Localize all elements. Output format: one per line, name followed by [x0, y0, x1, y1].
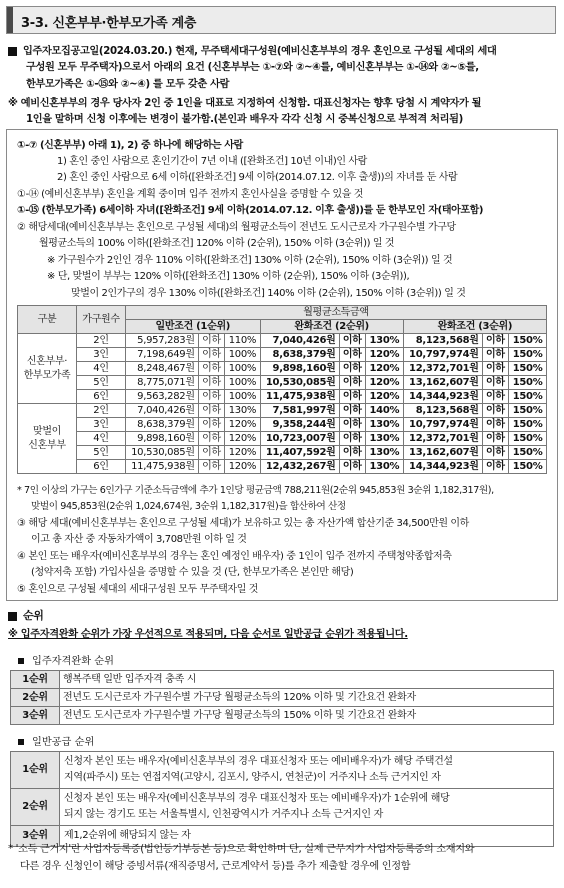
table-cell: 이하 [339, 390, 365, 404]
table-cell: 120% [365, 376, 403, 390]
table-cell: 14,344,923원 [403, 460, 482, 474]
table-cell: 8,638,379원 [260, 348, 339, 362]
table-cell: 13,162,607원 [403, 446, 482, 460]
rank-key: 1순위 [11, 752, 60, 789]
rank-key: 3순위 [11, 707, 60, 725]
table-cell: 130% [365, 460, 403, 474]
rank-desc: 제1,2순위에 해당되지 않는 자 [60, 826, 554, 847]
rank-key: 2순위 [11, 689, 60, 707]
rank-desc: 행복주택 일반 입주자격 충족 시 [60, 671, 554, 689]
table-cell: 150% [509, 376, 547, 390]
table-cell: 이하 [198, 362, 224, 376]
income-table [17, 305, 547, 474]
table-cell: 5인 [77, 376, 126, 390]
table-cell: 14,344,923원 [403, 390, 482, 404]
rank-sub2: 일반공급 순위 [18, 733, 94, 748]
col-cond1-header: 일반조건 (1순위) [126, 320, 261, 334]
table-cell: 8,638,379원 [126, 418, 199, 432]
table-cell: 7,040,426원 [260, 334, 339, 348]
table-cell: 7,581,997원 [260, 404, 339, 418]
eligibility-rank-table [10, 670, 554, 725]
table-row [11, 671, 554, 689]
rank-heading: 순위 [8, 607, 44, 623]
req-newlywed: ①-⑦ (신혼부부) 아래 1), 2) 중 하나에 해당하는 사람 [17, 140, 243, 151]
table-cell: 150% [509, 418, 547, 432]
table-cell: 120% [365, 348, 403, 362]
req-income-note-1: ※ 가구원수가 2인인 경우 110% 이하([완화조건] 130% 이하 (2순위), 150% 이하 (3순위)) 일 것 [47, 255, 453, 266]
table-row [18, 376, 547, 390]
req-newlywed-1: 1) 혼인 중인 사람으로 혼인기간이 7년 이내 ([완화조건] 10년 이내)인 사람 [57, 156, 367, 167]
rank-key: 2순위 [11, 789, 60, 826]
table-cell: 9,358,244원 [260, 418, 339, 432]
table-cell: 4인 [77, 432, 126, 446]
table-cell: 150% [509, 404, 547, 418]
table-cell: 150% [509, 460, 547, 474]
table-cell: 100% [225, 362, 260, 376]
table-cell: 이하 [339, 376, 365, 390]
table-cell: 120% [225, 460, 260, 474]
req-savings-2: (청약저축 포함) 가입사실을 증명할 수 있을 것 (단, 한부모가족은 본인만 해당) [31, 567, 354, 578]
table-row [18, 390, 547, 404]
table-cell: 이하 [482, 348, 508, 362]
table-cell: 3인 [77, 418, 126, 432]
table-cell: 6인 [77, 390, 126, 404]
rank-key: 3순위 [11, 826, 60, 847]
table-cell: 4인 [77, 362, 126, 376]
table-cell: 150% [509, 432, 547, 446]
table-cell: 이하 [339, 446, 365, 460]
table-cell: 9,898,160원 [126, 432, 199, 446]
rank-desc: 신청자 본인 또는 배우자(예비신혼부부의 경우 대표신청자 또는 예비배우자)가 해당 주택건설 지역(파주시) 또는 연접지역(고양시, 김포시, 양주시, 연천군)이 거주지나 소득 근거지인 자 [60, 752, 554, 789]
rank-note: ※ 입주자격완화 순위가 가장 우선적으로 적용되며, 다음 순서로 일반공급 순위가 적용됩니다. [8, 629, 408, 640]
table-cell: 이하 [482, 432, 508, 446]
rank-desc: 신청자 본인 또는 배우자(예비신혼부부의 경우 대표신청자 또는 예비배우자)가 1순위에 해당 되지 않는 경기도 또는 서울특별시, 인천광역시가 거주지나 소득 근거지인 자 [60, 789, 554, 826]
table-cell: 120% [365, 362, 403, 376]
table-cell: 이하 [482, 404, 508, 418]
req-newlywed-2: 2) 혼인 중인 사람으로 6세 이하([완화조건] 9세 이하(2014.07.12. 이후 출생))의 자녀를 둔 사람 [57, 172, 458, 183]
table-cell: 이하 [339, 418, 365, 432]
table-cell: 150% [509, 348, 547, 362]
table-cell: 10,530,085원 [126, 446, 199, 460]
rank-desc: 전년도 도시근로자 가구원수별 가구당 월평균소득의 120% 이하 및 기간요건 완화자 [60, 689, 554, 707]
table-cell: 130% [365, 446, 403, 460]
table-cell: 이하 [198, 390, 224, 404]
table-cell: 10,797,974원 [403, 348, 482, 362]
table-cell: 11,407,592원 [260, 446, 339, 460]
table-cell: 120% [365, 390, 403, 404]
rank-desc: 전년도 도시근로자 가구원수별 가구당 월평균소득의 150% 이하 및 기간요건 완화자 [60, 707, 554, 725]
requirements-box [6, 129, 558, 601]
table-cell: 이하 [339, 404, 365, 418]
table-cell: 100% [225, 376, 260, 390]
intro-line-1: 입주자모집공고일(2024.03.20.) 현재, 무주택세대구성원(예비신혼부부의 경우 혼인으로 구성될 세대의 세대 [8, 42, 496, 57]
table-cell: 10,530,085원 [260, 376, 339, 390]
table-cell: 150% [509, 362, 547, 376]
rank-sub1: 입주자격완화 순위 [18, 652, 114, 667]
req-income: ② 해당세대(예비신혼부부는 혼인으로 구성될 세대)의 월평균소득이 전년도 도시근로자 가구원수별 가구당 [17, 222, 456, 233]
rank-key: 1순위 [11, 671, 60, 689]
table-row [11, 789, 554, 826]
table-cell: 이하 [339, 432, 365, 446]
table-cell: 9,563,282원 [126, 390, 199, 404]
table-cell: 7,198,649원 [126, 348, 199, 362]
table-row [18, 446, 547, 460]
table-cell: 120% [225, 432, 260, 446]
footnote-1: * '소득 근거지'란 사업자등록증(법인등기부등본 등)으로 확인하며 단, 실제 근무지가 사업자등록증의 소재지와 [8, 844, 475, 855]
table-row [18, 418, 547, 432]
table-cell: 150% [509, 446, 547, 460]
table-cell: 100% [225, 390, 260, 404]
table-cell: 8,123,568원 [403, 404, 482, 418]
table-row [11, 707, 554, 725]
table-cell: 이하 [339, 334, 365, 348]
table-cell: 이하 [198, 348, 224, 362]
square-bullet-icon [8, 47, 17, 56]
table-cell: 이하 [482, 446, 508, 460]
after-note-1: * 7인 이상의 가구는 6인가구 기준소득금액에 추가 1인당 평균금액 788,211원(2순위 945,853원 3순위 1,182,317원), [17, 485, 494, 496]
intro-line-3: 한부모가족은 ①-⑮와 ②~④) 를 모두 갖춘 사람 [26, 79, 230, 90]
req-homeless: ⑤ 혼인으로 구성될 세대의 세대구성원 모두 무주택자일 것 [17, 584, 258, 595]
table-cell: 이하 [482, 418, 508, 432]
table-cell: 2인 [77, 404, 126, 418]
table-cell: 이하 [198, 460, 224, 474]
table-row [18, 460, 547, 474]
col-members-header: 가구원수 [77, 306, 126, 334]
table-cell: 120% [225, 446, 260, 460]
table-row [18, 362, 547, 376]
table-cell: 5인 [77, 446, 126, 460]
table-cell: 이하 [339, 348, 365, 362]
table-row [11, 689, 554, 707]
table-cell: 10,797,974원 [403, 418, 482, 432]
table-cell: 8,123,568원 [403, 334, 482, 348]
after-note-2: 맞벌이 945,853원(2순위 1,024,674원, 3순위 1,182,317원)을 합산하여 산정 [31, 501, 346, 512]
table-cell: 12,432,267원 [260, 460, 339, 474]
dot-bullet-icon [18, 658, 24, 664]
req-income-note-2: ※ 단, 맞벌이 부부는 120% 이하([완화조건] 130% 이하 (2순위), 150% 이하 (3순위)), [47, 271, 410, 282]
req-asset: ③ 해당 세대(예비신혼부부는 혼인으로 구성될 세대)가 보유하고 있는 총 자산가액 합산기준 34,500만원 이하 [17, 518, 469, 529]
table-cell: 이하 [198, 404, 224, 418]
table-cell: 이하 [482, 460, 508, 474]
table-cell: 130% [365, 418, 403, 432]
req-asset-2: 이고 총 자산 중 자동차가액이 3,708만원 이하 일 것 [31, 534, 247, 545]
table-cell: 110% [225, 334, 260, 348]
table-cell: 120% [225, 418, 260, 432]
intro-line-2: 구성원 모두 무주택자)으로서 아래의 요건 (신혼부부는 ①-⑦와 ②~④를, 예비신혼부부는 ①-⑭와 ②~⑤를, [26, 62, 479, 73]
req-savings: ④ 본인 또는 배우자(예비신혼부부의 경우는 혼인 예정인 배우자) 중 1인이 입주 전까지 주택청약종합저축 [17, 551, 452, 562]
table-cell: 이하 [482, 390, 508, 404]
table-cell: 이하 [198, 446, 224, 460]
table-cell: 100% [225, 348, 260, 362]
table-cell: 5,957,283원 [126, 334, 199, 348]
group-label: 신혼부부· 한부모가족 [18, 334, 77, 404]
table-row [18, 334, 547, 348]
req-income-2: 월평균소득의 100% 이하([완화조건] 120% 이하 (2순위), 150% 이하 (3순위)) 일 것 [39, 238, 395, 249]
table-cell: 11,475,938원 [126, 460, 199, 474]
table-cell: 이하 [339, 362, 365, 376]
req-income-note-3: 맞벌이 2인가구의 경우 130% 이하([완화조건] 140% 이하 (2순위), 150% 이하 (3순위)) 일 것 [71, 288, 466, 299]
col-group-header: 구분 [18, 306, 77, 334]
table-cell: 이하 [198, 418, 224, 432]
table-cell: 13,162,607원 [403, 376, 482, 390]
general-rank-table [10, 751, 554, 847]
col-income-header: 월평균소득금액 [126, 306, 547, 320]
dot-bullet-icon [18, 739, 24, 745]
table-cell: 7,040,426원 [126, 404, 199, 418]
note-line-2: 1인을 말하며 신청 이후에는 변경이 불가함.(본인과 배우자 각각 신청 시 중복신청으로 부적격 처리됨) [26, 114, 463, 125]
table-row [18, 348, 547, 362]
table-cell: 9,898,160원 [260, 362, 339, 376]
table-cell: 8,248,467원 [126, 362, 199, 376]
table-cell: 140% [365, 404, 403, 418]
table-row [18, 432, 547, 446]
table-cell: 이하 [339, 460, 365, 474]
table-cell: 130% [365, 334, 403, 348]
table-cell: 이하 [198, 334, 224, 348]
table-cell: 8,775,071원 [126, 376, 199, 390]
section-title: 3-3. 신혼부부·한부모가족 계층 [21, 16, 197, 31]
title-accent-bar [7, 7, 13, 33]
table-cell: 12,372,701원 [403, 362, 482, 376]
table-cell: 130% [365, 432, 403, 446]
req-single-parent: ①-⑮ (한부모가족) 6세이하 자녀([완화조건] 9세 이하(2014.07.12. 이후 출생))를 둔 한부모인 자(태아포함) [17, 205, 484, 216]
table-cell: 130% [225, 404, 260, 418]
req-prospective: ①-⑭ (예비신혼부부) 혼인을 계획 중이며 입주 전까지 혼인사실을 증명할 수 있을 것 [17, 189, 364, 200]
table-cell: 150% [509, 334, 547, 348]
table-cell: 11,475,938원 [260, 390, 339, 404]
table-cell: 6인 [77, 460, 126, 474]
table-cell: 2인 [77, 334, 126, 348]
table-cell: 150% [509, 390, 547, 404]
table-cell: 이하 [482, 334, 508, 348]
table-cell: 이하 [198, 376, 224, 390]
table-cell: 10,723,007원 [260, 432, 339, 446]
table-row [18, 404, 547, 418]
table-cell: 이하 [482, 376, 508, 390]
table-cell: 이하 [198, 432, 224, 446]
table-cell: 3인 [77, 348, 126, 362]
col-cond3-header: 완화조건 (3순위) [403, 320, 546, 334]
table-row [11, 752, 554, 789]
square-bullet-icon [8, 612, 17, 621]
table-cell: 12,372,701원 [403, 432, 482, 446]
note-line-1: ※ 예비신혼부부의 경우 당사자 2인 중 1인을 대표로 지정하여 신청함. 대표신청자는 향후 당첨 시 계약자가 될 [8, 98, 482, 109]
footnote-2: 다른 경우 신청인이 해당 증빙서류(재직증명서, 근로계약서 등)를 추가 제출할 경우에 인정함 [20, 861, 411, 872]
group-label: 맞벌이 신혼부부 [18, 404, 77, 474]
col-cond2-header: 완화조건 (2순위) [260, 320, 403, 334]
section-title-box [6, 6, 556, 34]
table-cell: 이하 [482, 362, 508, 376]
